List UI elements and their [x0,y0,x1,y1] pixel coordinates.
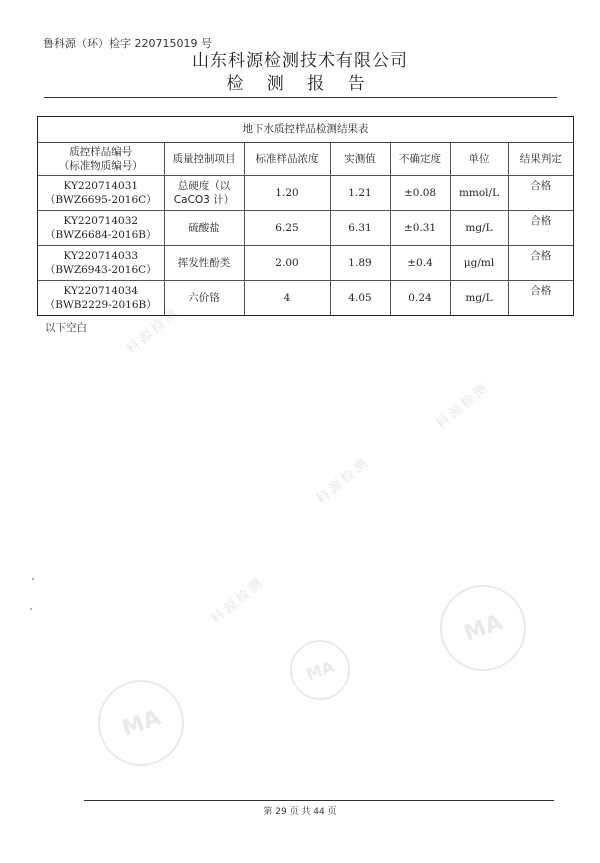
company-name: 山东科源检测技术有限公司 [192,51,408,71]
cell-control-item: 总硬度（以 CaCO3 计） [164,176,244,211]
table-row [38,281,573,316]
cell-sample-id: KY220714033 （BWZ6943-2016C） [38,246,164,281]
results-table-box [37,116,574,316]
cell-uncertainty: ±0.31 [390,211,450,246]
table-header-row [38,143,573,176]
cell-unit: mmol/L [450,176,508,211]
scan-speck [32,578,34,580]
header-divider [44,97,557,98]
cell-control-item: 挥发性酚类 [164,246,244,281]
scan-speck [30,608,32,610]
cell-measured-value: 4.05 [330,281,390,316]
blank-below-note: 以下空白 [45,322,87,334]
cell-control-item: 六价铬 [164,281,244,316]
cell-measured-value: 1.21 [330,176,390,211]
watermark-text: 科源检测 [433,379,493,433]
cell-unit: mg/L [450,211,508,246]
cell-measured-value: 6.31 [330,211,390,246]
table-title: 地下水质控样品检测结果表 [38,117,573,143]
cell-result: 合格 [508,281,573,316]
header-sample-id: 质控样品编号 （标准物质编号） [38,143,164,176]
cell-standard-concentration: 4 [244,281,330,316]
ma-watermark-stamp: MA [98,680,184,766]
cell-unit: μg/ml [450,246,508,281]
cell-standard-concentration: 6.25 [244,211,330,246]
table-row [38,211,573,246]
cell-uncertainty: 0.24 [390,281,450,316]
cell-sample-id: KY220714032 （BWZ6684-2016B） [38,211,164,246]
ma-watermark-stamp: MA [290,640,350,700]
cell-uncertainty: ±0.08 [390,176,450,211]
header-standard-concentration: 标准样品浓度 [244,143,330,176]
footer-divider [84,800,554,801]
header-unit: 单位 [450,143,508,176]
cell-control-item: 硫酸盐 [164,211,244,246]
header-result: 结果判定 [508,143,573,176]
header-control-item: 质量控制项目 [164,143,244,176]
cell-measured-value: 1.89 [330,246,390,281]
cell-unit: mg/L [450,281,508,316]
cell-standard-concentration: 1.20 [244,176,330,211]
cell-result: 合格 [508,176,573,211]
header-measured-value: 实测值 [330,143,390,176]
report-title: 检 测 报 告 [226,74,374,94]
cell-uncertainty: ±0.4 [390,246,450,281]
watermark-text: 科源检测 [313,454,373,508]
results-table [38,143,573,315]
table-row [38,246,573,281]
cell-sample-id: KY220714034 （BWB2229-2016B） [38,281,164,316]
cell-result: 合格 [508,211,573,246]
cell-standard-concentration: 2.00 [244,246,330,281]
report-number: 鲁科源（环）检字 220715019 号 [43,37,212,50]
page-number: 第 29 页 共 44 页 [263,807,337,817]
header-uncertainty: 不确定度 [390,143,450,176]
cell-sample-id: KY220714031 （BWZ6695-2016C） [38,176,164,211]
table-row [38,176,573,211]
watermark-text: 科源检测 [208,574,268,628]
watermark-text: 科源检测 [123,304,183,358]
cell-result: 合格 [508,246,573,281]
ma-watermark-stamp: MA [440,585,526,671]
